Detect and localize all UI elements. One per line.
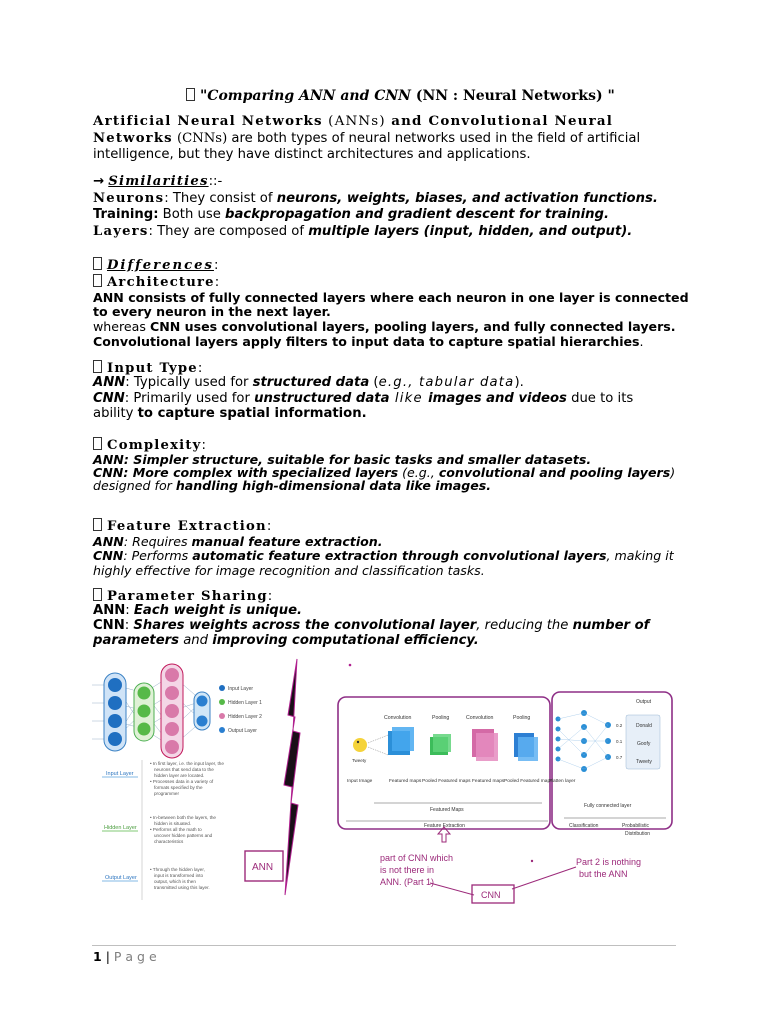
feature-heading: Feature Extraction: — [93, 518, 271, 535]
svg-text:characteristics: characteristics — [154, 839, 184, 844]
svg-text:Classification: Classification — [569, 823, 599, 829]
svg-text:but the ANN: but the ANN — [579, 869, 628, 879]
input-type-cnn: CNN: Primarily used for unstructured data like images and videos due to its — [93, 391, 634, 406]
svg-text:Probabilistic: Probabilistic — [622, 823, 649, 829]
svg-text:hidden is situated.: hidden is situated. — [154, 821, 192, 826]
svg-text:Hidden Layer: Hidden Layer — [104, 825, 137, 831]
page-footer: 1 | P a g e — [93, 949, 157, 964]
intro-line-2: Networks (CNNs) are both types of neural networks used in the field of artificial — [93, 131, 641, 146]
footer-rule — [92, 945, 676, 946]
svg-text:Output Layer: Output Layer — [105, 875, 137, 881]
svg-text:Pooling: Pooling — [513, 715, 531, 721]
sharing-cnn: CNN: Shares weights across the convolutional layer, reducing the number of — [93, 618, 650, 633]
svg-text:transmitted using this layer.: transmitted using this layer. — [154, 885, 210, 890]
intro-line-3: intelligence, but they have distinct architectures and applications. — [93, 147, 531, 162]
checkbox-glyph-icon — [93, 518, 102, 531]
svg-text:ANN. (Part 1): ANN. (Part 1) — [380, 877, 435, 887]
svg-text:• Through the hidden layer,: • Through the hidden layer, — [150, 867, 205, 872]
svg-text:uncover hidden patterns and: uncover hidden patterns and — [154, 833, 213, 838]
svg-text:Donald: Donald — [636, 723, 652, 729]
svg-text:Convolution: Convolution — [466, 715, 494, 721]
checkbox-glyph-icon — [93, 360, 102, 373]
svg-text:• In-between both the layers,: • In-between both the layers, the — [150, 815, 216, 820]
differences-heading: Differences: — [93, 257, 218, 274]
sharing-line-3: parameters and improving computational efficiency. — [93, 633, 479, 648]
intro-line-1: Artificial Neural Networks (ANNs) and Convolutional Neural — [93, 113, 614, 129]
svg-text:Pooled Featured maps: Pooled Featured maps — [422, 779, 471, 784]
svg-text:Input Image: Input Image — [347, 779, 373, 784]
svg-text:Output: Output — [636, 699, 652, 705]
svg-text:Fully connected layer: Fully connected layer — [584, 803, 632, 809]
svg-text:0.2: 0.2 — [616, 723, 623, 728]
ann-cnn-figure — [92, 655, 676, 915]
svg-text:0.1: 0.1 — [616, 739, 623, 744]
svg-text:hidden layer are located.: hidden layer are located. — [154, 773, 205, 778]
svg-text:0.7: 0.7 — [616, 755, 623, 760]
architecture-heading: Architecture: — [93, 274, 219, 291]
svg-text:Pooled Featured maps: Pooled Featured maps — [504, 779, 553, 784]
svg-text:Input Layer: Input Layer — [106, 771, 134, 777]
svg-text:Convolution: Convolution — [384, 715, 412, 721]
feature-ann: ANN: Requires manual feature extraction. — [93, 534, 383, 549]
similarity-layers: Layers: They are composed of multiple layers (input, hidden, and output). — [93, 224, 633, 239]
svg-text:Pooling: Pooling — [432, 715, 450, 721]
ann-tag — [245, 851, 283, 881]
svg-text:ANN: ANN — [252, 862, 274, 873]
svg-text:neurons that send data to the: neurons that send data to the — [154, 767, 214, 772]
input-type-heading: Input Type: — [93, 360, 202, 377]
svg-text:Hidden Layer 1: Hidden Layer 1 — [228, 700, 262, 706]
complexity-line-3: designed for handling high-dimensional data like images. — [93, 478, 492, 493]
svg-text:Tweety: Tweety — [636, 759, 652, 765]
svg-text:Distribution: Distribution — [625, 831, 651, 837]
document-title: "Comparing ANN and CNN (NN : Neural Networks) " — [186, 88, 615, 104]
architecture-line-1: ANN consists of fully connected layers where each neuron in one layer is connected — [93, 290, 689, 305]
svg-text:Feature Extraction: Feature Extraction — [424, 823, 465, 829]
svg-text:Part 2 is nothing: Part 2 is nothing — [576, 857, 642, 867]
svg-text:• Performs all the math to: • Performs all the math to — [150, 827, 202, 832]
svg-text:CNN: CNN — [481, 890, 501, 900]
ann-network-diagram — [92, 664, 262, 758]
svg-text:Output Layer: Output Layer — [228, 728, 257, 734]
checkbox-glyph-icon — [186, 88, 195, 101]
svg-text:• Processes data in a variety: • Processes data in a variety of — [150, 779, 214, 784]
sharing-ann: ANN: Each weight is unique. — [93, 603, 303, 618]
similarities-heading: → Similarities::- — [93, 174, 223, 189]
svg-text:Tweety: Tweety — [352, 758, 367, 763]
similarity-neurons: Neurons: They consist of neurons, weights, biases, and activation functions. — [93, 191, 658, 206]
input-type-ann: ANN: Typically used for structured data (e.g., tabular data). — [93, 375, 524, 390]
sharing-heading: Parameter Sharing: — [93, 588, 272, 605]
architecture-line-2: to every neuron in the next layer. — [93, 304, 331, 319]
checkbox-glyph-icon — [93, 437, 102, 450]
svg-text:Featured maps: Featured maps — [472, 779, 505, 784]
svg-text:Featured maps: Featured maps — [389, 779, 422, 784]
svg-text:part of CNN which: part of CNN which — [380, 853, 454, 863]
architecture-line-3: whereas CNN uses convolutional layers, pooling layers, and fully connected layers. — [93, 319, 676, 334]
architecture-line-4: Convolutional layers apply filters to input data to capture spatial hierarchies. — [93, 334, 644, 349]
feature-cnn: CNN: Performs automatic feature extraction through convolutional layers, making it — [93, 548, 674, 563]
feature-line-3: highly effective for image recognition and classification tasks. — [93, 563, 485, 578]
divider-lightning — [284, 659, 300, 895]
svg-text:Goofy: Goofy — [637, 741, 651, 747]
similarity-training: Training: Both use backpropagation and gradient descent for training. — [93, 207, 610, 222]
complexity-ann: ANN: Simpler structure, suitable for basic tasks and smaller datasets. — [93, 452, 592, 467]
svg-text:Featured Maps: Featured Maps — [430, 807, 464, 813]
complexity-heading: Complexity: — [93, 437, 206, 454]
svg-text:Flatten layer: Flatten layer — [549, 779, 576, 784]
svg-text:Hidden Layer 2: Hidden Layer 2 — [228, 714, 262, 720]
ann-layer-table — [102, 760, 224, 900]
cnn-notes — [380, 827, 641, 903]
svg-text:Input Layer: Input Layer — [228, 686, 254, 692]
checkbox-glyph-icon — [93, 588, 102, 601]
checkbox-glyph-icon — [93, 257, 102, 270]
input-type-cnn-2: ability to capture spatial information. — [93, 406, 367, 421]
svg-text:input is transformed into: input is transformed into — [154, 873, 204, 878]
checkbox-glyph-icon — [93, 274, 102, 287]
svg-text:is not there in: is not there in — [380, 865, 435, 875]
svg-text:programmer: programmer — [154, 791, 180, 796]
svg-text:• In first layer, i.e. the inp: • In first layer, i.e. the input layer, the — [150, 761, 224, 766]
svg-text:output, which is then: output, which is then — [154, 879, 196, 884]
complexity-cnn: CNN: More complex with specialized layers (e.g., convolutional and pooling layers) — [93, 465, 676, 480]
cnn-diagram — [338, 692, 672, 837]
svg-text:formats specified by the: formats specified by the — [154, 785, 203, 790]
